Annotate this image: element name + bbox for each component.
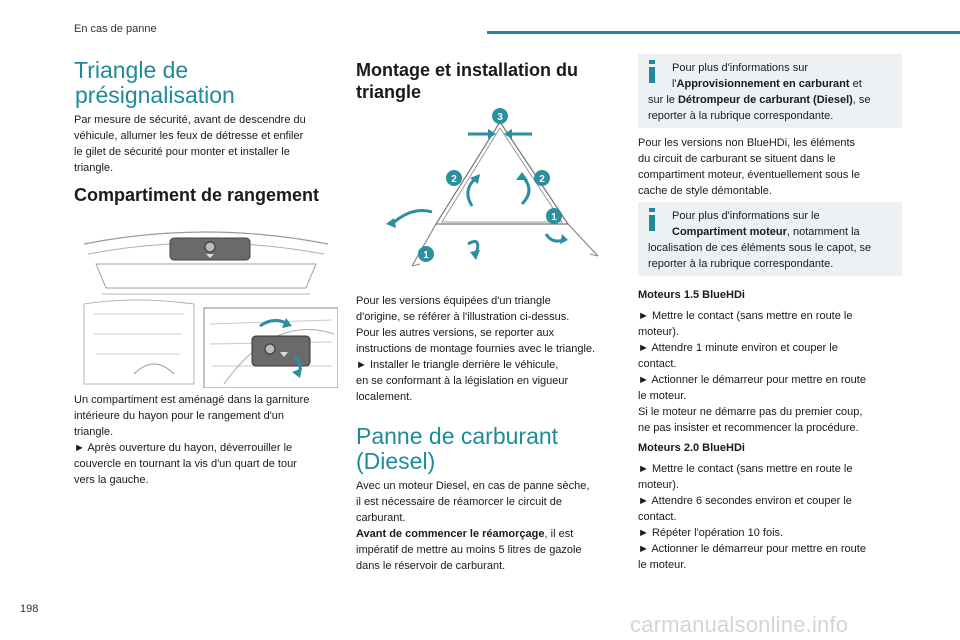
intro-line: le gilet de sécurité pour monter et installer le <box>74 146 290 158</box>
m15-line: Si le moteur ne démarre pas du premier coup, <box>638 406 863 418</box>
storage-line: ► Après ouverture du hayon, déverrouiller le <box>74 442 293 454</box>
mount-line: Pour les versions équipées d'un triangle <box>356 295 551 307</box>
mount-line: Pour les autres versions, se reporter aux <box>356 327 555 339</box>
info2-line-3: localisation de ces éléments sous le capot, se <box>648 242 872 254</box>
heading-storage: Compartiment de rangement <box>74 185 320 205</box>
heading-mount-2: triangle <box>356 82 422 102</box>
m15-line: ► Mettre le contact (sans mettre en route le <box>638 310 853 322</box>
engine-15-paragraph <box>638 308 902 436</box>
storage-line: couvercle en tournant la vis d'un quart de tour <box>74 458 297 470</box>
m20-line: contact. <box>638 511 677 523</box>
m15-line: le moteur. <box>638 390 687 402</box>
m15-line: moteur). <box>638 326 679 338</box>
mount-line: localement. <box>356 391 413 403</box>
title-fuel: Panne de carburant <box>356 423 559 449</box>
info1-line: Pour plus d'informations sur <box>672 62 808 74</box>
info1-line-2: l'Approvisionnement en carburant et <box>672 78 862 90</box>
title-triangle: Triangle de <box>74 57 189 83</box>
label-step-3: 3 <box>497 112 503 123</box>
fuel-line: impératif de mettre au moins 5 litres de gazole <box>356 544 582 556</box>
intro-paragraph <box>74 112 344 176</box>
info1-line-4: reporter à la rubrique correspondante. <box>648 110 834 122</box>
mount-line: en se conformant à la législation en vigueur <box>356 375 569 387</box>
info2-line: Pour plus d'informations sur le <box>672 210 820 222</box>
engine-20-paragraph <box>638 461 902 573</box>
nonblue-paragraph <box>638 135 902 199</box>
mount-paragraph <box>356 293 626 405</box>
label-step-2-left: 2 <box>451 174 457 185</box>
nonblue-line: du circuit de carburant se situent dans le <box>638 153 836 165</box>
nonblue-line: compartiment moteur, éventuellement sous le <box>638 169 860 181</box>
heading-engine-15: Moteurs 1.5 BlueHDi <box>638 289 745 301</box>
intro-line: triangle. <box>74 162 114 174</box>
storage-paragraph <box>74 392 344 488</box>
fuel-paragraph <box>356 478 626 574</box>
m20-line: ► Attendre 6 secondes environ et couper le <box>638 495 852 507</box>
fuel-line-bold <box>356 526 626 542</box>
m15-line: contact. <box>638 358 677 370</box>
info1-line-3: sur le Détrompeur de carburant (Diesel), se <box>648 94 871 106</box>
heading-engine-20: Moteurs 2.0 BlueHDi <box>638 442 745 454</box>
m20-line: le moteur. <box>638 559 687 571</box>
info-box-engine <box>638 202 902 276</box>
fuel-line: il est nécessaire de réamorcer le circuit de <box>356 496 563 508</box>
info-icon <box>648 60 656 84</box>
fuel-after-bold: , il est <box>544 528 574 540</box>
info-icon <box>648 208 656 232</box>
fuel-line: Avec un moteur Diesel, en cas de panne sèche, <box>356 480 590 492</box>
triangle-illustration <box>372 106 612 276</box>
heading-mount: Montage et installation du <box>356 60 579 80</box>
nonblue-line: Pour les versions non BlueHDi, les éléments <box>638 137 856 149</box>
info-box-fuel <box>638 54 902 128</box>
fuel-bold-text: Avant de commencer le réamorçage <box>356 528 545 540</box>
title-fuel-2: (Diesel) <box>356 448 436 474</box>
fuel-line: dans le réservoir de carburant. <box>356 560 506 572</box>
m20-line: ► Mettre le contact (sans mettre en route le <box>638 463 853 475</box>
header-accent-bar <box>487 31 960 34</box>
intro-line: Par mesure de sécurité, avant de descendre du <box>74 114 306 126</box>
page-number: 198 <box>20 603 39 615</box>
m20-line: ► Actionner le démarreur pour mettre en route <box>638 543 866 555</box>
m20-line: moteur). <box>638 479 679 491</box>
m15-line: ► Actionner le démarreur pour mettre en route <box>638 374 866 386</box>
mount-line: d'origine, se référer à l'illustration ci-dessus. <box>356 311 570 323</box>
m15-line: ► Attendre 1 minute environ et couper le <box>638 342 838 354</box>
m15-line: ne pas insister et recommencer la procédure. <box>638 422 859 434</box>
info2-line-2: Compartiment moteur, notamment la <box>672 226 860 238</box>
label-step-1-left: 1 <box>423 250 429 261</box>
nonblue-line: cache de style démontable. <box>638 185 772 197</box>
watermark: carmanualsonline.info <box>630 612 849 637</box>
label-step-2-right: 2 <box>539 174 545 185</box>
mount-line: instructions de montage fournies avec le triangle. <box>356 343 596 355</box>
title-triangle-2: présignalisation <box>75 82 235 108</box>
storage-line: intérieure du hayon pour le rangement d'un <box>74 410 285 422</box>
m20-line: ► Répéter l'opération 10 fois. <box>638 527 784 539</box>
running-header: En cas de panne <box>74 23 157 35</box>
mount-line: ► Installer le triangle derrière le véhicule, <box>356 359 559 371</box>
storage-line: vers la gauche. <box>74 474 149 486</box>
storage-line: Un compartiment est aménagé dans la garniture <box>74 394 310 406</box>
storage-illustration <box>74 224 338 388</box>
label-step-1-right: 1 <box>551 212 557 223</box>
fuel-line: carburant. <box>356 512 406 524</box>
intro-line: véhicule, allumer les feux de détresse et enfiler <box>74 130 304 142</box>
info2-line-4: reporter à la rubrique correspondante. <box>648 258 834 270</box>
storage-line: triangle. <box>74 426 114 438</box>
